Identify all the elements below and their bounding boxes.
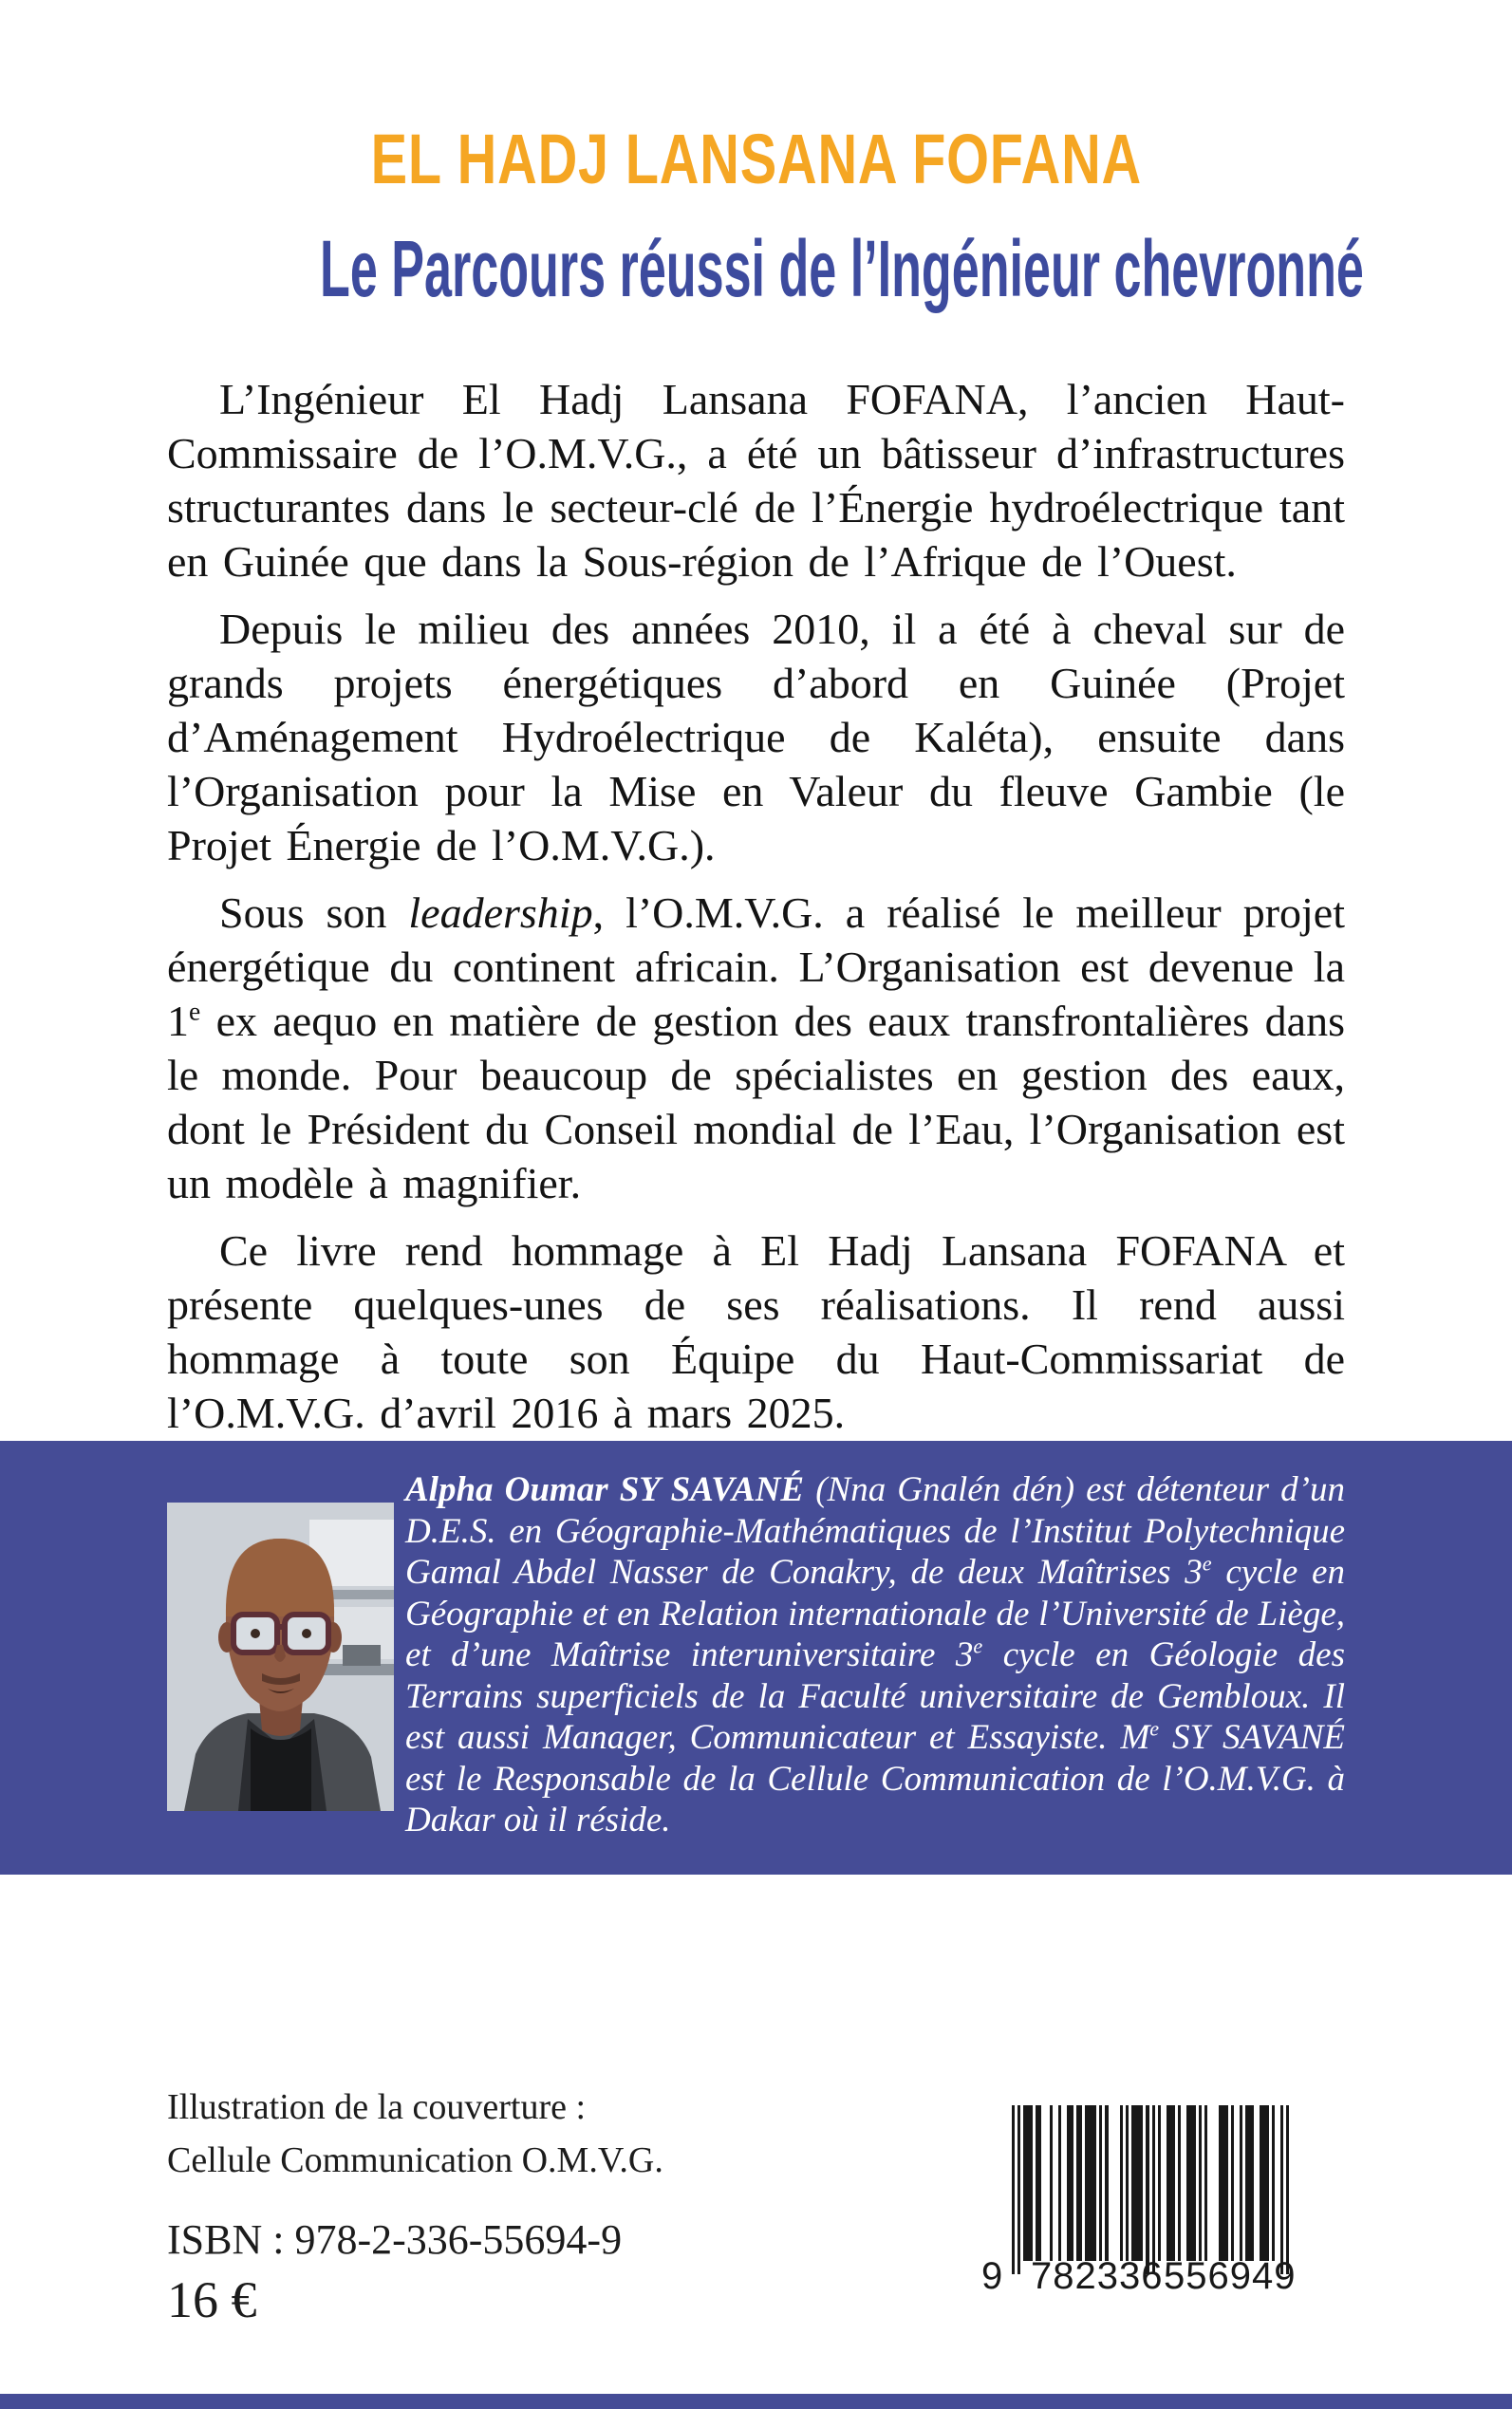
cover-credits: [167, 2081, 663, 2187]
bio-segment: cycle en Géographie et en Relation internationale de l’Université de Liège, et d’une Maîtrise interuniversitaire 3: [405, 1553, 1345, 1674]
barcode-digits-right: 556949: [1164, 2255, 1297, 2297]
author-bio-text: [405, 1469, 1345, 1841]
barcode: [981, 2105, 1297, 2297]
bottom-color-band: [0, 2394, 1512, 2409]
synopsis: [167, 372, 1345, 1453]
bio-segment: SY SAVANÉ est le Responsable de la Cellule Communication de l’O.M.V.G. à Dakar où il réside.: [405, 1718, 1345, 1839]
leadership-italic: leadership: [408, 888, 593, 937]
author-photo: [167, 1503, 394, 1811]
price: 16 €: [167, 2271, 257, 2328]
ordinal-superscript: e: [1202, 1551, 1212, 1576]
barcode-digit-lead: 9: [981, 2255, 1003, 2297]
ordinal-superscript: e: [1149, 1716, 1160, 1741]
synopsis-paragraph-1: L’Ingénieur El Hadj Lansana FOFANA, l’ancien Haut-Commissaire de l’O.M.V.G., a été un bâtisseur d’infrastructures structurantes dans le secteur-clé de l’Énergie hydroélectrique tant en Guinée que dans la Sous-région de l’Afrique de l’Ouest.: [167, 375, 1345, 586]
barcode-digits-left: 782336: [1031, 2255, 1164, 2297]
illustration-credit-line2: Cellule Communication O.M.V.G.: [167, 2140, 663, 2180]
synopsis-paragraph-3: [167, 886, 1345, 1210]
paragraph-3-text: , l’O.M.V.G. a réalisé le meilleur projet énergétique du continent africain. L’Organisation est devenue la 1: [167, 888, 1345, 1045]
barcode-bars: [1012, 2105, 1289, 2274]
synopsis-paragraph-2: Depuis le milieu des années 2010, il a été à cheval sur de grands projets énergétiques d’abord en Guinée (Projet d’Aménagement Hydroélectrique de Kaléta), ensuite dans l’Organisation pour la Mise en Valeur du fleuve Gambie (le Projet Énergie de l’O.M.V.G.).: [167, 605, 1345, 869]
bio-segment: (Nna Gnalén dén) est détenteur d’un D.E.S. en Géographie-Mathématiques de l’Institut Polytechnique Gamal Abdel Nasser de Conakry, de deux Maîtrises 3: [405, 1470, 1345, 1592]
ordinal-superscript: e: [189, 996, 201, 1026]
ordinal-superscript: e: [973, 1634, 983, 1658]
paragraph-3-text: ex aequo en matière de gestion des eaux transfrontalières dans le monde. Pour beaucoup de spécialistes en gestion des eaux, dont le Président du Conseil mondial de l’Eau, l’Organisation est un modèle à magnifier.: [167, 997, 1345, 1207]
barcode-digits: [981, 2255, 1297, 2297]
bio-segment: cycle en Géologie des Terrains superficiels de la Faculté universitaire de Gembloux. Il est aussi Manager, Communicateur et Essayiste. M: [405, 1635, 1345, 1757]
header: [0, 121, 1512, 197]
author-name: Alpha Oumar SY SAVANÉ: [405, 1470, 816, 1509]
paragraph-3-text: Sous son: [219, 888, 409, 937]
isbn-number: ISBN : 978-2-336-55694-9: [167, 2216, 623, 2263]
synopsis-paragraph-4: Ce livre rend hommage à El Hadj Lansana FOFANA et présente quelques-unes de ses réalisations. Il rend aussi hommage à toute son Équipe du Haut-Commissariat de l’O.M.V.G. d’avril 2016 à mars 2025.: [167, 1226, 1345, 1437]
illustration-credit-line1: Illustration de la couverture :: [167, 2087, 587, 2127]
book-subtitle: Le Parcours réussi de l’Ingénieur chevronné: [320, 224, 1364, 313]
book-author-title: EL HADJ LANSANA FOFANA: [370, 120, 1142, 198]
author-bio-box: [0, 1441, 1512, 1875]
